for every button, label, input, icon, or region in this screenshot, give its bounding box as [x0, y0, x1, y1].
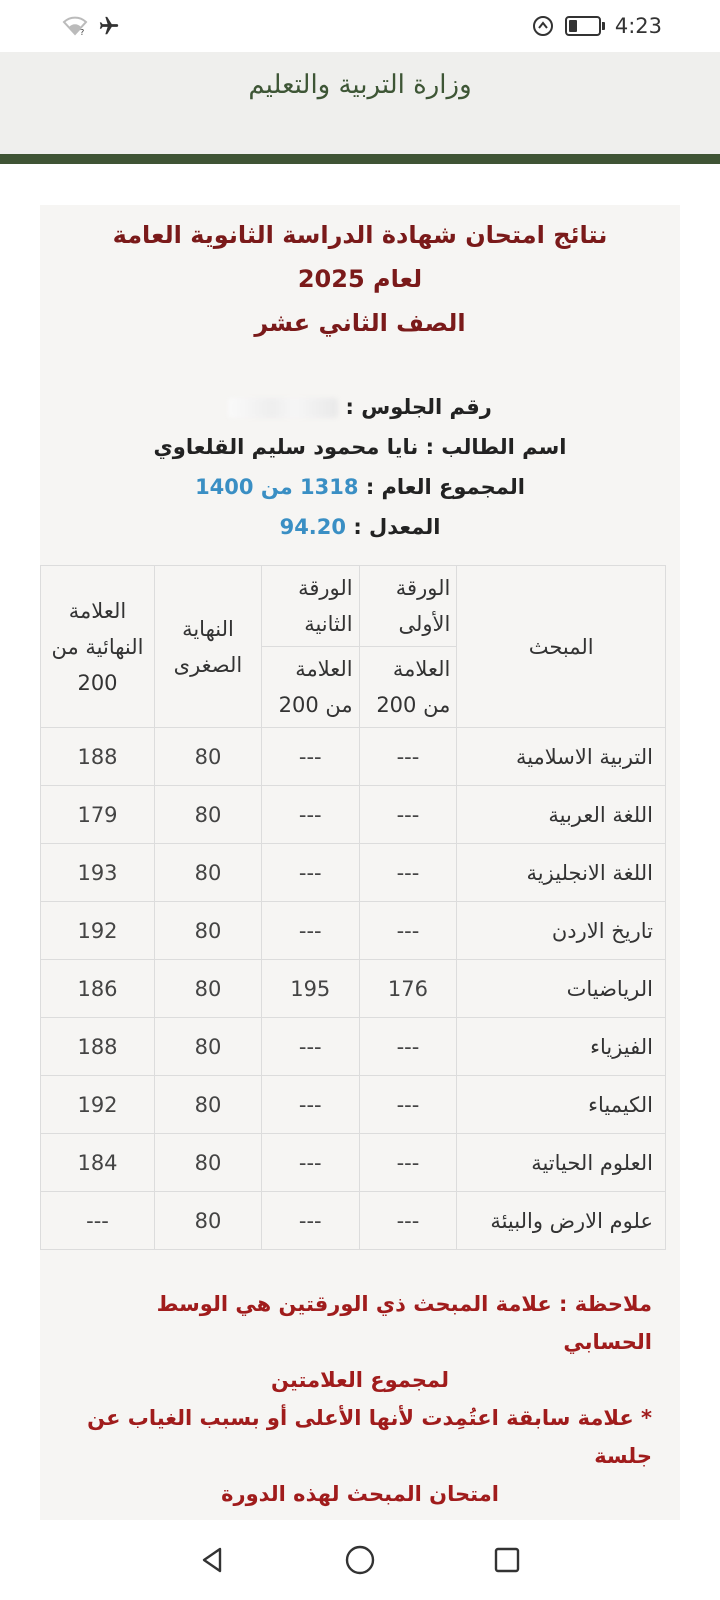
header-minimum: النهاية الصغرى: [155, 566, 262, 728]
table-row: [41, 1076, 666, 1134]
airplane-icon: [98, 15, 120, 37]
grades-table: [40, 565, 666, 1250]
paper2-cell: ---: [261, 1192, 359, 1250]
student-name-row: [40, 427, 680, 467]
paper1-cell: ---: [359, 786, 457, 844]
paper1-cell: ---: [359, 1134, 457, 1192]
final-cell: 188: [41, 728, 155, 786]
table-row: [41, 902, 666, 960]
final-cell: 192: [41, 1076, 155, 1134]
minimum-cell: 80: [155, 1192, 262, 1250]
student-name-label: اسم الطالب :: [425, 435, 567, 459]
paper2-cell: ---: [261, 1134, 359, 1192]
back-button[interactable]: [193, 1540, 233, 1580]
paper2-cell: ---: [261, 786, 359, 844]
table-row: [41, 1134, 666, 1192]
minimum-cell: 80: [155, 1134, 262, 1192]
minimum-cell: 80: [155, 786, 262, 844]
results-grade: الصف الثاني عشر: [254, 309, 466, 337]
subject-cell: الفيزياء: [457, 1018, 666, 1076]
recents-icon: [492, 1545, 522, 1575]
note-line: ملاحظة : علامة المبحث ذي الورقتين هي الوسط الحسابي: [156, 1292, 652, 1354]
header-subject: المبحث: [457, 566, 666, 728]
subject-cell: الكيمياء: [457, 1076, 666, 1134]
header-divider: [0, 154, 720, 164]
home-button[interactable]: [340, 1540, 380, 1580]
paper1-cell: ---: [359, 1076, 457, 1134]
battery-icon: [565, 16, 605, 36]
paper1-cell: ---: [359, 902, 457, 960]
paper1-cell: ---: [359, 1018, 457, 1076]
final-cell: 192: [41, 902, 155, 960]
paper1-cell: ---: [359, 1192, 457, 1250]
paper1-cell: ---: [359, 728, 457, 786]
header-paper2: الورقة الثانية: [261, 566, 359, 647]
final-cell: 179: [41, 786, 155, 844]
status-left-icons: [62, 15, 120, 37]
table-row: [41, 728, 666, 786]
average-value: 94.20: [279, 515, 347, 539]
status-right: [531, 14, 662, 38]
subject-cell: العلوم الحياتية: [457, 1134, 666, 1192]
paper1-cell: 176: [359, 960, 457, 1018]
paper2-cell: ---: [261, 1018, 359, 1076]
total-value: 1318 من 1400: [195, 475, 359, 499]
paper2-cell: ---: [261, 902, 359, 960]
clock: 4:23: [614, 14, 662, 38]
seat-number-redacted: [228, 398, 338, 418]
svg-text:?: ?: [80, 28, 85, 36]
header-paper1: الورقة الأولى: [359, 566, 457, 647]
note-line: امتحان المبحث لهذه الدورة: [221, 1482, 499, 1506]
minimum-cell: 80: [155, 1018, 262, 1076]
subject-cell: الرياضيات: [457, 960, 666, 1018]
results-card: [40, 205, 680, 1520]
total-label: المجموع العام :: [365, 475, 525, 499]
site-header: [0, 52, 720, 154]
subject-cell: اللغة الانجليزية: [457, 844, 666, 902]
final-cell: 186: [41, 960, 155, 1018]
paper2-cell: ---: [261, 728, 359, 786]
seat-number-label: رقم الجلوس :: [345, 395, 492, 419]
final-cell: 188: [41, 1018, 155, 1076]
average-label: المعدل :: [353, 515, 441, 539]
minimum-cell: 80: [155, 844, 262, 902]
student-name-value: نايا محمود سليم القلعاوي: [153, 435, 419, 459]
table-row: [41, 844, 666, 902]
note-line: لمجموع العلامتين: [271, 1368, 449, 1392]
header-paper2-score: العلامة من 200: [261, 647, 359, 728]
recents-button[interactable]: [487, 1540, 527, 1580]
table-header-row: [41, 566, 666, 647]
subject-cell: التربية الاسلامية: [457, 728, 666, 786]
final-cell: ---: [41, 1192, 155, 1250]
minimum-cell: 80: [155, 960, 262, 1018]
grades-body: [41, 728, 666, 1250]
total-row: [40, 467, 680, 507]
results-title-block: [40, 205, 680, 345]
subject-cell: تاريخ الاردن: [457, 902, 666, 960]
paper1-cell: ---: [359, 844, 457, 902]
back-icon: [198, 1545, 228, 1575]
minimum-cell: 80: [155, 1076, 262, 1134]
header-paper1-score: العلامة من 200: [359, 647, 457, 728]
results-title: نتائج امتحان شهادة الدراسة الثانوية العامة: [112, 221, 608, 249]
final-cell: 184: [41, 1134, 155, 1192]
minimum-cell: 80: [155, 902, 262, 960]
header-final: العلامة النهائية من 200: [41, 566, 155, 728]
rotation-lock-icon: [531, 14, 555, 38]
table-row: [41, 786, 666, 844]
table-row: [41, 960, 666, 1018]
final-cell: 193: [41, 844, 155, 902]
student-info: [40, 387, 680, 547]
notes: [40, 1285, 680, 1551]
note-line: * علامة سابقة اعتُمِدت لأنها الأعلى أو بسبب الغياب عن جلسة: [87, 1406, 652, 1468]
subject-cell: اللغة العربية: [457, 786, 666, 844]
paper2-cell: ---: [261, 844, 359, 902]
minimum-cell: 80: [155, 728, 262, 786]
seat-number-row: [40, 387, 680, 427]
table-row: [41, 1018, 666, 1076]
average-row: [40, 507, 680, 547]
table-row: [41, 1192, 666, 1250]
results-year: لعام 2025: [297, 265, 423, 293]
wifi-icon: [62, 16, 88, 36]
status-bar: [0, 0, 720, 52]
site-title[interactable]: وزارة التربية والتعليم: [248, 70, 472, 100]
subject-cell: علوم الارض والبيئة: [457, 1192, 666, 1250]
navigation-bar: [0, 1520, 720, 1600]
paper2-cell: 195: [261, 960, 359, 1018]
paper2-cell: ---: [261, 1076, 359, 1134]
home-icon: [343, 1543, 377, 1577]
